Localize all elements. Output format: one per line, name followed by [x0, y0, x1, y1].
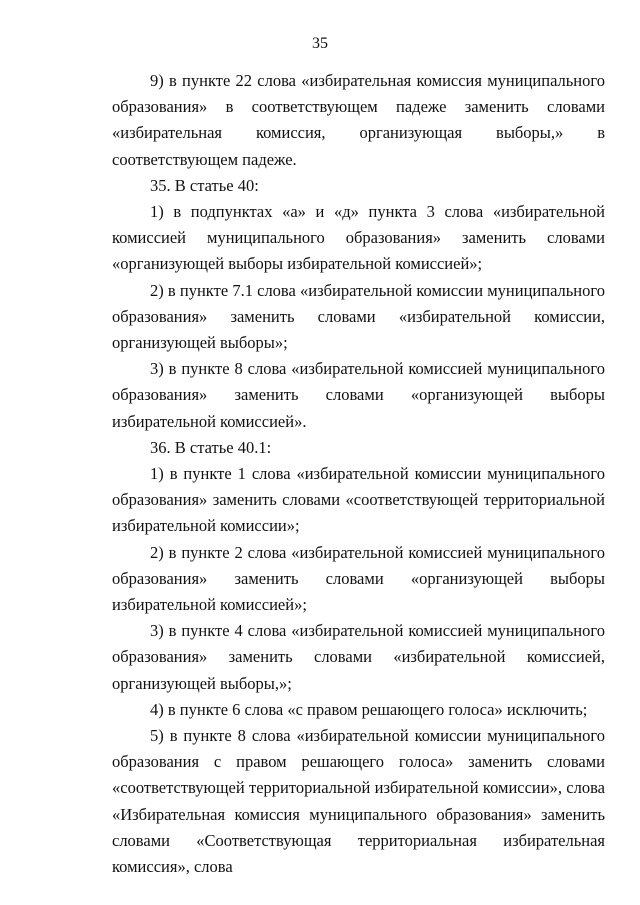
paragraph-40-item3: 3) в пункте 8 слова «избирательной комиссией муниципального образования» заменить словами «организующей выборы избирательной комиссией». [112, 359, 605, 431]
paragraph-40-1-item3: 3) в пункте 4 слова «избирательной комиссией муниципального образования» заменить словами «избирательной комиссией, организующей выборы,»; [112, 621, 605, 693]
page-number: 35 [312, 35, 328, 52]
paragraph-40-1-item4: 4) в пункте 6 слова «с правом решающего голоса» исключить; [150, 699, 588, 719]
paragraph-40-1-item5: 5) в пункте 8 слова «избирательной комиссии муниципального образования с правом решающего голоса» заменить словами «соответствующей территориальной избирательной комиссии», слова «Избирательная комиссия муниципального образования» заменить словами «Соответствующая территориальная избирательная комиссия», слова [112, 726, 605, 877]
paragraph-40-1-item2: 2) в пункте 2 слова «избирательной комиссией муниципального образования» заменить словами «организующей выборы избирательной комиссией»; [112, 542, 605, 615]
paragraph-article-40-heading: 35. В статье 40: [150, 175, 259, 195]
paragraph-40-item1: 1) в подпунктах «а» и «д» пункта 3 слова «избирательной комиссией муниципального образования» заменить словами «организующей выборы избирательной комиссией»; [112, 202, 605, 274]
paragraph-40-item2: 2) в пункте 7.1 слова «избирательной комиссии муниципального образования» заменить словами «избирательной комиссии, организующей выборы»; [112, 280, 605, 353]
paragraph-40-1-item1: 1) в пункте 1 слова «избирательной комиссии муниципального образования» заменить словами «соответствующей территориальной избирательной комиссии»; [112, 464, 605, 536]
paragraph-9-item22: 9) в пункте 22 слова «избирательная комиссия муниципального образования» в соответствующем падеже заменить словами «избирательная комиссия, организующая выборы,» в соответствующем падеже. [112, 71, 605, 169]
document-body [112, 68, 605, 880]
paragraph-article-40-1-heading: 36. В статье 40.1: [150, 437, 272, 457]
